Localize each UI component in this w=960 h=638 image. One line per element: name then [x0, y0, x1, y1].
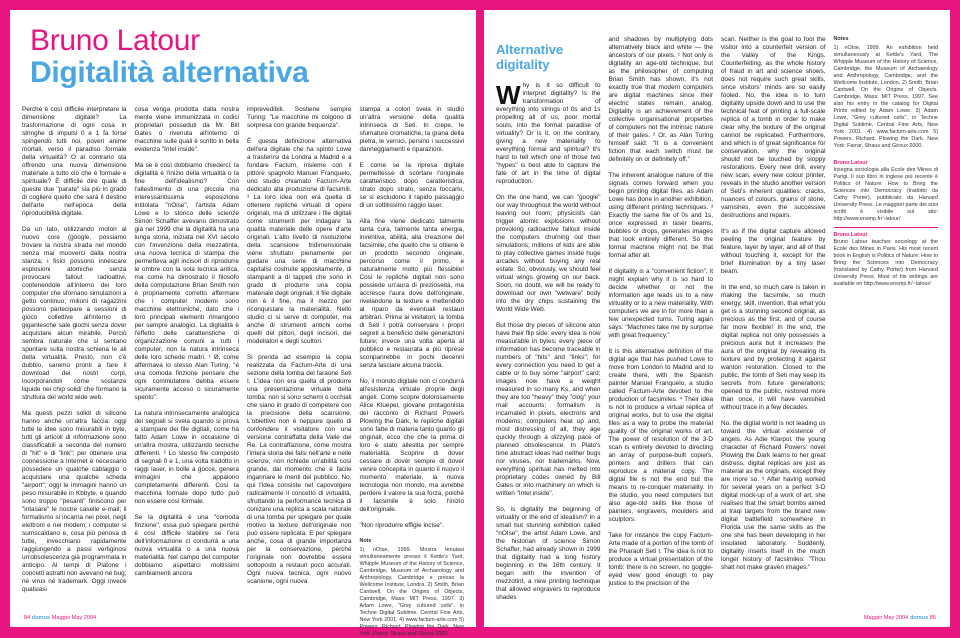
body-paragraph: No, il mondo digitale non ci condurrà all'esistenza virtuale proprie degli angeli. Come scopre dolorosamente Alice Kluepel, giovane protagonista del racconto di Richard Powers Plowing the Dark, le repliche digitali sono fatte di materia tanto quanto gli originali, ecco che che la prima di loro è stato allestita per sempre materialità. Scoprire di dover cessare di dover sempre di dover venire concepita in quanto il nuovo il momento materiale, la nuova tecnologia non mondo, ma avrebbe perdere il valore la sua forza, poiché il facsimile è solo l'inizio dell'originale.	[359, 378, 464, 513]
left-page	[10, 10, 476, 637]
text-column	[247, 106, 352, 607]
right-text-columns	[496, 36, 938, 607]
body-paragraph: Ma questi pezzi solidi di silicone hanno anche un'altra faccia: oggi tutte le idee sono misurabili in byte, tutti gli articoli di informazione sono classificabili a seconda del numero di "hit" e di "link"; per ottenere una connessione a Internet è necessario possedere un qualche cablaggio o acquistare una qualche scheda "airport"; oggi le immagini hanno un peso misurabile in Kbbyte, e quando sono troppo "pesanti" finiscono per "intasare" le nostre caselle e-mail; il formalismo si incarna nei pixel, negli elettroni e nei modem; i computer si surriscaldano e, cosa più penosa di tutte, invecchiano rapidamente raggiungendo a passi vertiginosi un'obsolescenza già programmata in anticipo. Al tempi di Platone i concetti astratti non avevano né bug, né virus né trademark. Oggi invece qualsiasi	[22, 410, 127, 593]
text-column	[22, 106, 127, 607]
body-paragraph: Da un lato, utilizzando motori al nuovo core (google, possiamo trovare la nostra strada nel mondo senza mai muoverci dalla nostra stanza; i fisici possono innescare esplosioni atomiche senza provocare fallout radioattivi, contenendole all'interno dei loro computer che sfornano simulazioni a getto continuo; milioni di ragazzini possono partecipare a sessioni di gioco collettive all'interno di gigantesche sale giochi senza dover acquistare alcun mirabile. Perciò sembra naturale che si sentano spuntare sulla nostra schiena le ali della virtualità. Presto, non c'è dubbio, saremo pronti a fare il download dei nostri corpi, incorporandoli come sostanze liquide nei chip solidi che formano la struttura del world wide web.	[22, 226, 127, 401]
page-title-italian: Digitalità alternativa	[30, 56, 309, 89]
bio-divider	[834, 227, 939, 228]
notes-label: Note	[359, 538, 372, 544]
text-column	[496, 36, 601, 607]
text-column	[135, 106, 240, 607]
drop-cap: W	[496, 80, 521, 110]
body-paragraph: cosa venga prodotta dalla nostra mente viene immunizzata in codici proprietari posseduti da Mr. Bill Gates o rivenuta all'interno di macchine sulle quali è scritto in bella evidenza "Intel inside".	[134, 106, 239, 153]
right-footer	[484, 609, 950, 627]
issue-date: Maggio May 2004	[51, 615, 97, 621]
notes-text: 1) nOIse, 1999. Mostra tenutasi simultaneamente presso il Kettle's Yard, Whipple Museum of the History of Science, Cambridge, Museum of Archaeology and Anthropology, Cambridge e presso la Wellcome Institute, Londra. 2) Smith, Brian Cantwell, On the Origins of Objects, Cambridge, Mass: MIT Press, 1997. 3) Adam Lowe, "Grey cultured cells", in Techne Digital Sublime. Central Fine Arts, New York 2001. 4) www.factum-arte.com 5) Powers, Richard, Plowing the Dark, New York, Farrar, Straus and Giroux 2000.	[359, 547, 464, 637]
body-paragraph: It is this alternative definition of the digital age that has pushed Lowe to move from London to Madrid and to create there, with the Spanish painter Manuel Franquelo, a studio called Factum-Arte devoted to the production of facsimiles. ⁴ Their idea is not to produce a virtual replica of original works, but to use the digital files as a way to probe the material quality of the original works of art. The power of resolution of the 3-D scan is entirely devoted to directing an array of purpose-built copiers, printers and drillers that can reproduce a material copy. The digital file is not the end but the means to re-conquer materiality. In the studio, you need computers but also age-old skills like those of painters, engravers, moulders and sculptors.	[608, 348, 713, 523]
page-number: 85	[929, 615, 936, 621]
body-paragraph: Perché è così difficile interpretare la dimensione digitale? La trasformazione di ogni cosa in stringhe di impulsi 0 e 1 fa forse spingendo tutti noi, poveri anime mortali, verso il paradiso formale della virtualità? O al contrario sta offrendo una nuova dimensione materiale a tutto ciò che è formale e spirituale? È difficile dire quale di queste due "parate" sia più in grado di cogliere quello che sarà il destino dell'arte nell'epoca della riproducibilità digitale.	[22, 106, 127, 217]
body-paragraph: E come se la ripresa digitale permettesse di scortare l'originale caratteristico dopo caratteristica, strato dopo strato, senza toccarlo, se si escludono il rapido passaggio di un sottilissimo raggio laser.	[359, 162, 464, 209]
paragraph-text: hy is it so difficult to interpret digitality? Is the transformation of everything into strings of 0s and 1s propelling all of us, poor mortal souls, into the formal paradise of virtuality? Or is it, on the contrary, giving a new materiality to everything formal and spiritual? It's hard to tell which one of those two "hypes" is best able to capture the fate of art in the time of digital reproduction.	[496, 82, 601, 185]
body-paragraph: Alla fine viene dedicato talmente tanta cura, talmente tanta energia, inventiva, abilità, alla creazione del facsimile, che quello che si ottiene è un prodotto secondo originale, percorso come il primo, e naturalmente molto più flessibile! Così le repliche digitali non sono possiede un'aura di prezioseità, ma accresce l'aura dove dell'originale, rivelandone la texture e mettendolo al riparo da eventuali restauri arbitrari. Prima ai visitatori, la tomba di Seti I potrà conservare i propri segreti a beneficio delle generazioni future; invece una volta aperta al pubblico e restaurata a più riprese sconparirebbe in pochi decenni senza lasciare alcuna traccia.	[359, 218, 464, 369]
bio-name-en: Bruno Latour	[833, 232, 868, 238]
body-paragraph: and shadows by multiplying dots alternatively black and white — the ancestors of our pixels. ¹ Not only is digitality an age-old technique, but as the philosopher of computing Brian Smith has shown, it's not exactly true that modern computers are digital machines since their electric states remain analog. Digitality is an achievement of the collective organisational properties of computers not the intrinsic nature of their gates. ² Or, as Alan Turing himself said: "It is a convenient fiction that each switch must be definitely on or definitely off."	[608, 36, 713, 163]
body-paragraph: But those dry pieces of silicone also have their flip side: every idea is now measurable in bytes; every piece of information has become traceable in numbers of "hits" and "links"; for every connection you need to get a cable or to buy some "airport" card; images now have a weight measured in so many Ks, and when they are too "heavy" they "clog" your mail accounts; formalism is incarnated in pixels, electrons and modems; computers heat up and, most distressing of all, they age quickly through a dizzying pace of planned obsolescence. In Plato's time abstract ideas had neither bugs nor viruses, nor trademarks. Now, everything spiritual has melted into proprietary codes owned by Bill Gates or into machinery on which is written "Intel inside".	[496, 322, 601, 497]
text-column	[609, 36, 714, 607]
left-footer	[10, 609, 476, 627]
body-paragraph: La natura intrinsecamente analogica dei segnali si svela quando si prova a stampare dei file digitali, come ha fatto Adam Lowe in occasione di un'altra mostra, utilizzando tecniche differenti. ² Lo stesso file composto di segnali 0 e 1, una volta tradotto in raggi laser, in bolle a gocce, genera immagini che appaiono completamente differenti. Così la macchina formale dopo tutto può non essere così formale.	[134, 410, 239, 505]
author-bio	[834, 160, 939, 288]
body-paragraph	[496, 82, 601, 186]
body-paragraph: scan. Neither is the goal to fool the visitor into a counterfeit version of the Valley of the Kings. Counterfeiting, as the whole history of fraud in art and science shows, does not require such great skills, since visitors' minds are so easily fooled. No, the idea is to turn digitality upside down and to use the technical feat of printing a full-scale replica of a tomb in order to make clear why the texture of the original cannot be replicated. Furthermore, and which is of great significance for conservation, why the original should not be touched by sloppy restorations. Every new drill, every new scan, every new colour printer, reveals in the studio another version of Seti's inherent qualities: cracks, nuances of colours, grains of stone, varnishes, even the successive destructions and repairs.	[721, 36, 826, 219]
issue-date: Maggio May 2004	[863, 615, 909, 621]
right-page	[484, 10, 950, 627]
magazine-name: domus	[909, 615, 929, 621]
notes-text: 1) nOIse, 1999. An exhibition held simultaneously at Kettle's Yard, The Whipple Museum of the History of Science, Cambridge, the Museum of Archaeology and Anthropology, Cambridge, and the Wellcome Institute, London. 2) Smith, Brian Cantwell. On the Origins of Objects. Cambridge, Mass: MIT Press, 1997. See also his entry in the catalog for Digital Prints edited by Adam Lowe. 3) Adam Lowe, "Grey cultured cells", in Techne Digital Sublime, Central Fine Arts, New York 2001. 4) www.factum-arte.com 5) Powers, Richard. Plowing the Dark. New York: Farrar, Straus and Giroux 2000.	[833, 45, 938, 149]
body-paragraph: "Non riprodurre effigie incise".	[359, 522, 444, 529]
body-paragraph: No, the digital world is not leading us toward the virtual existence of angels. As Adie Klarpol, the young character of Richard Powers' novel Plowing the Dark learns to her great distress, digital replicas are just as material as the originals, except they are more so. ⁵ After having worked for several years on a perfect 3-D digital mock-up of a work of art, she realises that the smart bombs aimed at Iraqi targets from the brand new digital battlefield somewhere in Florida use the same skills as the one she has been developing in her insulated laboratory. Suddenly, digitality inserts itself in the much longer history of facsimiles: "Thou shalt not make graven images."	[721, 420, 826, 571]
body-paragraph: imprevedibili. Sostiene sempre Turing: "Le macchine mi colgono di sorpresa con grande frequenza".	[247, 106, 352, 129]
magazine-name: domus	[31, 615, 51, 621]
page-title-english: Alternative digitality	[496, 42, 564, 72]
body-paragraph: So, is digitality the beginning of virtuality or the end of idealism? In a small but stunning exhibition called "nOIse", the artist Adam Lowe, and the historian of science Simon Schaffer, had already shown in 1999 that digitality had a long history beginning in the 16th century. It began with the invention of mezzotint, a new printing technique that allowed engravers to reproduce shades	[496, 506, 601, 601]
author-heading: Bruno Latour	[30, 24, 200, 57]
body-paragraph: In the end, so much care is taken in making the facsimile, so much energy, skill, invention, that what you get is a stunning second original, as precious as the first, and of course far more flexible! In the end, the digital replica not only possesses a precious aura but it increases the aura of the original by revealing its texture and by protecting it against wanton restoration. Closed to the public, the tomb of Seti may keep its secrets from future generations; opened to the public, restored more than once, it will have vanished without trace in a few decades.	[721, 284, 826, 411]
body-paragraph: Se la digitalità è una "comoda finzione", essa può spiegare perché è così difficile stabilire se l'era dell'informazione ci condurrà a una nuova virtualità o a una nuova materialità. Nel campo del computer dobbiamo aspettarci moltissimi cambiamenti ancora	[134, 514, 239, 577]
page-number: 84	[24, 615, 31, 621]
notes-column	[834, 36, 939, 607]
body-paragraph: stampa a colori svela in studio un'altra versione della qualità intrinseca di Seti. In crepe, le sfumature cromatiche, la grana della pietra, le vernici, persino i successivi danneggiamenti e riparazioni.	[359, 106, 464, 153]
body-paragraph: Si prenda ad esempio la copia realizzata da Factum-Arte di una sezione della tomba del faraone Seti I. L'idea non era quella di produrre una presentazione virtuale della tomba: non si sono schemi o occhiali che siano in grado di competere con la precisione della scansione. L'obiettivo non è neppure quello di confondere il visitatore con una versione contraffatta della Valle dei Re. La contraffazione, come mostra l'intera storia dei falsi nell'arte e nelle scienze, non richiede un'abilità così grande, dal momento che è facile ingannare le menti del pubblico. No, qui l'idea consiste nel capovolgere radicalmente il concetto di virtualità, sfruttando la performance tecnica di conizare una replica a scala naturale di una tomba per spiegare per quale motivo la texture dell'originale non può essere replicata. E per spiegare anche, cosa di grande importanza per la conservazione, perché l'originale non dovrebbe essere sottoposto a restauri poco accurati. Ogni nuova tecnica, ogni nuovo scanione, ogni nuova	[247, 354, 352, 585]
text-column	[359, 106, 465, 637]
body-paragraph: Ma se è così dobbiamo chiederci: la digitalità è l'inizio della virtualità o la fine dell'idealismo? Con l'allestimento di una piccola ma interessantissima esposizione intitolata "nOise", l'artista Adam Lowe e lo storico delle scienze Simon Schaffer avevano dimostrato già nel 1999 che la digitalità ha una lunga storia, iniziata nel XVI secolo con l'invenzione della mezzatinta, una nuova tecnica di stampa che permetteva agli incisori di riprodurre le ombre con la sola tecnica antica, ma come ha dimostrato il filosofo della computazione Brian Smith non è propriamente corretto affermare che i computer moderni sono macchine elettroniche, dato che i loro principali elementi rimangono per sempre analogici. La digitalità è l'effetto delle caratteristiche di organizzazione comuni a tutti i computer, non la natura intrinseca delle loro schede madri. ¹ Ø, come affermava lo stesso Alan Turing, "è una comoda finzione pensare che ogni commutatore debba essere sicuramente acceso o sicuramente spento".	[134, 162, 239, 401]
body-paragraph: It's as if the digital capture allowed peeling the original feature by feature, layer by layer, and all of that without touching it, except for the brief illumination by a tiny laser beam.	[721, 228, 826, 275]
body-paragraph: The inherent analogue nature of the signals comes forward when you begin printing digital files, as Adam Lowe has done in another exhibition, using different printing techniques. ³ Exactly the same file of 0s and 1s, once expressed in laser beams, bubbles or drops, generates images that look entirely different. So the formal machine might not be that formal after all.	[608, 172, 713, 259]
text-column	[721, 36, 826, 607]
body-paragraph: Take for instance the copy Factum-Arte made of a portion of the tomb of the Pharaoh Seti I. The idea is not to produce a virtual presentation of the tomb: there is no screen, no goggle-eyed view good enough to pay justice to the precision of the	[608, 532, 713, 587]
bio-text-en: Bruno Latour teaches sociology at the Ecole des Mines in Paris. His most recent book in English is Politics of Nature: How to Bring the Sciences into Democracy (translated by Cathy Porter) from Harvard University Press. Most of his writings are available on http://www.ensmp.fr/~latour/	[833, 239, 938, 287]
bio-text-it: Insegna sociologia alla Ecole des Mines di Parigi. Il suo libro in inglese più recente è Politics of Nature: How to Bring the Sciences into Democracy (tradotto da Cathy Porter), pubblicato da Harvard University Press. Le maggiori parte dei suoi scritti è visibile sul sito: http://www.ensmp.fr/~latour/	[833, 167, 938, 222]
bio-name-it: Bruno Latour	[833, 160, 868, 166]
body-paragraph: On the one hand, we can "google" our way throughout the world without leaving our room; physicists can trigger atomic explosions without provoking radioactive fallout inside the computers churning out their simulations; millions of kids are able to play collective games inside huge arcades without buying any real estate. So, obviously, we should feel virtual wings growing on our back. Soon, no doubt, we will be ready to download our own "wetware" body into the dry chips sustaining the World Wide Web.	[496, 194, 601, 313]
body-paragraph: È questa definizione alternativa dell'era digitale che ha spinto Lowe a trasferirsi da Londra a Madrid e a fondare Factum, insieme con il pittore spagnolo Manuel Franquelo, uno studio chiamato Factum-Arte dedicato alla produzione di facsimili. ³ La loro idea non era quella di ottenere repliche virtuali di opere originali, ma di utilizzare i file digitali come strumenti per indagare la qualità materiale delle opere d'arte originali. L'alto livello di risoluzione della scansione tridimensionale viene sfruttato pienamente per guidare una serie di macchine capitalisi costruite appositamente, di stampanti a di tappeti che sono in grado di produrre una copia materiale degli originali. Il file digitale non è il fine, ma il mezzo per riconquistare la materialità. Nello studio ci si serve di computer, ma anche di strumenti antichi come quelli del pittori, degli incisori, dei modellatori e degli scultori.	[247, 138, 352, 345]
notes-label: Notes	[833, 36, 849, 42]
body-paragraph: If digitality is a "convenient fiction", it might explain why it is so hard to decide whether or not the information age leads us to a new virtuality or to a new materiality. With computers we are in for more than a few unexpected turns. Turing again says: "Machines take me by surprise with great frequency."	[608, 268, 713, 339]
